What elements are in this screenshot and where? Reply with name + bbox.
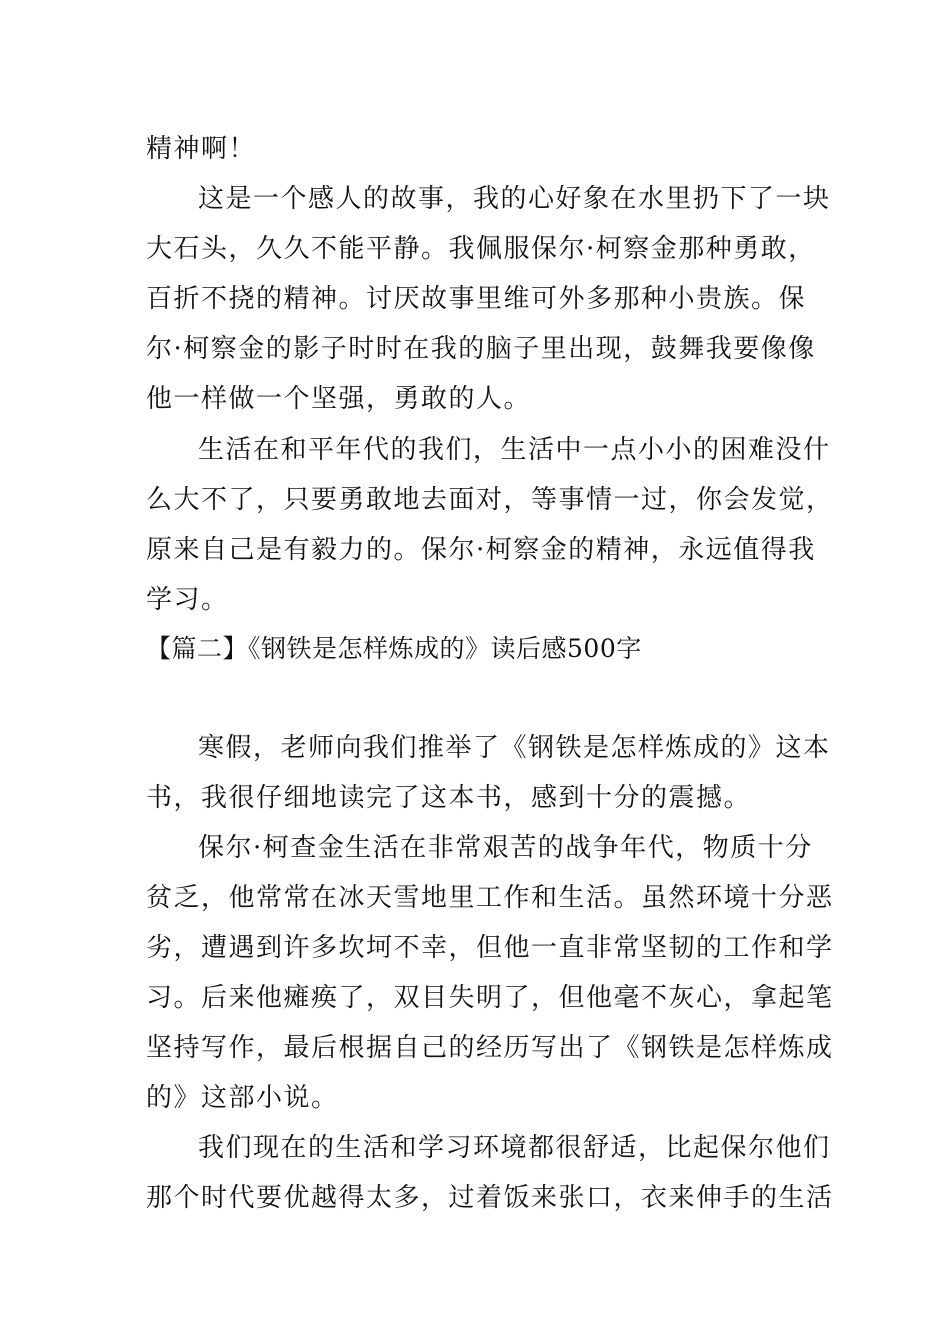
section-heading: 【篇二】《钢铁是怎样炼成的》读后感500字	[146, 634, 642, 663]
paragraph-1-line-5: 他一样做一个坚强，勇敢的人。	[146, 384, 532, 414]
paragraph-2-line-1: 生活在和平年代的我们，生活中一点小小的困难没什	[198, 435, 831, 465]
paragraph-4-line-6: 的》这部小说。	[146, 1083, 339, 1113]
paragraph-3-line-2: 书，我很仔细地读完了这本书，感到十分的震撼。	[146, 783, 752, 813]
paragraph-1-line-4: 尔·柯察金的影子时时在我的脑子里出现，鼓舞我要像像	[146, 334, 816, 364]
paragraph-2-line-4: 学习。	[146, 585, 229, 615]
paragraph-5-line-2: 那个时代要优越得太多，过着饭来张口，衣来伸手的生活	[146, 1183, 834, 1213]
paragraph-2-line-3: 原来自己是有毅力的。保尔·柯察金的精神，永远值得我	[146, 535, 816, 565]
paragraph-3-line-1: 寒假，老师向我们推举了《钢铁是怎样炼成的》这本	[198, 733, 831, 763]
paragraph-1-line-2: 大石头，久久不能平静。我佩服保尔·柯察金那种勇敢，	[146, 234, 816, 264]
paragraph-4-line-1: 保尔·柯查金生活在非常艰苦的战争年代，物质十分	[198, 833, 813, 863]
paragraph-4-line-2: 贫乏，他常常在冰天雪地里工作和生活。虽然环境十分恶	[146, 883, 834, 913]
paragraph-4-line-3: 劣，遭遇到许多坎坷不幸，但他一直非常坚韧的工作和学	[146, 933, 834, 963]
paragraph-1-line-1: 这是一个感人的故事，我的心好象在水里扔下了一块	[198, 184, 831, 214]
paragraph-4-line-5: 坚持写作，最后根据自己的经历写出了《钢铁是怎样炼成	[146, 1033, 834, 1063]
paragraph-1-line-3: 百折不挠的精神。讨厌故事里维可外多那种小贵族。保	[146, 284, 807, 314]
paragraph-2-line-2: 么大不了，只要勇敢地去面对，等事情一过，你会发觉，	[146, 485, 834, 515]
paragraph-5-line-1: 我们现在的生活和学习环境都很舒适，比起保尔他们	[198, 1133, 831, 1163]
paragraph-continuation-line: 精神啊！	[146, 134, 257, 164]
paragraph-4-line-4: 习。后来他瘫痪了，双目失明了，但他毫不灰心，拿起笔	[146, 983, 834, 1013]
